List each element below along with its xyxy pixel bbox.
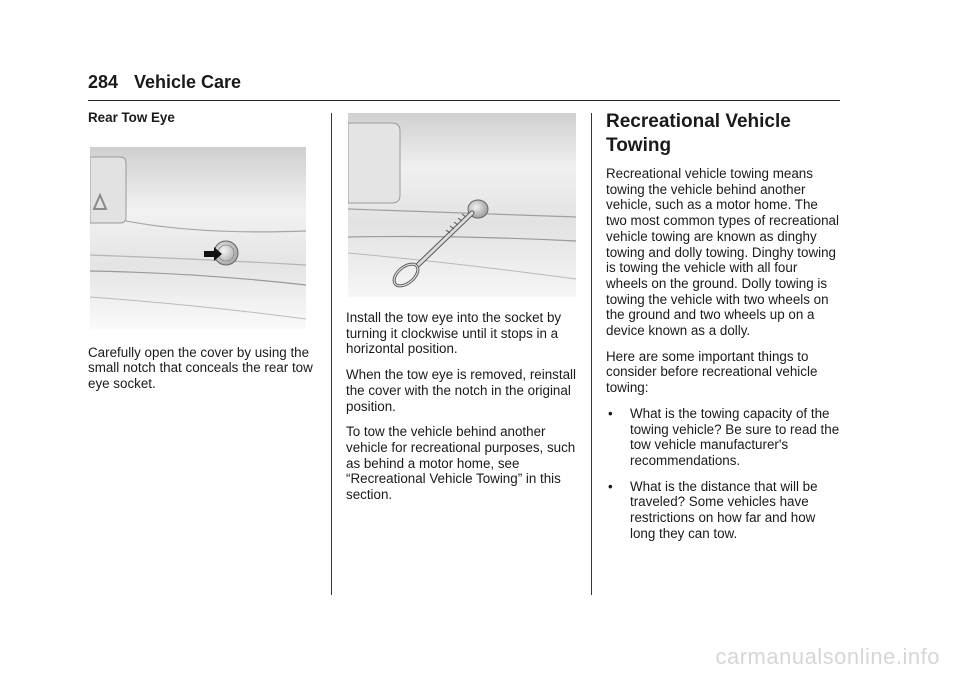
bullet-marker: • — [608, 405, 613, 421]
tow-eye-cover-illustration — [90, 147, 306, 329]
recreational-towing-reference-paragraph: To tow the vehicle behind another vehicle for recreational purposes, such as behind a motor home, see “Recreational Vehicle Towing” in this section. — [346, 424, 576, 503]
page-header — [88, 72, 840, 101]
column-1 — [88, 110, 313, 402]
install-tow-eye-paragraph: Install the tow eye into the socket by turning it clockwise until it stops in a horizontal position. — [346, 310, 562, 357]
tow-eye-install-illustration — [348, 113, 576, 297]
considerations-list — [606, 406, 840, 542]
recreational-vehicle-towing-heading: Recreational Vehicle Towing — [606, 111, 791, 156]
page-number: 284 — [88, 72, 119, 92]
column-divider-2 — [591, 113, 592, 595]
remove-tow-eye-paragraph: When the tow eye is removed, reinstall the cover with the notch in the original position. — [346, 367, 576, 414]
rear-tow-eye-instruction: Carefully open the cover by using the small notch that conceals the rear tow eye socket. — [88, 344, 313, 392]
list-item — [606, 406, 840, 469]
column-3 — [606, 110, 840, 551]
bullet-marker: • — [608, 478, 613, 494]
rv-towing-definition-paragraph: Recreational vehicle towing means towing the vehicle behind another vehicle, such as a motor home. The two most common types of recreational vehicle towing are known as dinghy towing and dolly towing. Dinghy towing is towing the vehicle with all four wheels on the ground. Dolly towing is towing the vehicle with two wheels on the ground and two wheels up on a device known as a dolly. — [606, 166, 839, 339]
rv-towing-considerations-intro: Here are some important things to consider before recreational vehicle towing: — [606, 348, 818, 396]
list-item-text: What is the towing capacity of the towing vehicle? Be sure to read the tow vehicle manufacturer's recommendations. — [630, 405, 840, 468]
watermark: carmanualsonline.info — [715, 644, 940, 669]
rear-tow-eye-subheading: Rear Tow Eye — [88, 110, 175, 125]
section-title: Vehicle Care — [134, 72, 242, 92]
list-item-text: What is the distance that will be traveled? Some vehicles have restrictions on how far and how long they can tow. — [630, 478, 818, 541]
list-item — [606, 479, 840, 542]
column-2 — [346, 113, 578, 513]
column-divider-1 — [331, 113, 332, 595]
